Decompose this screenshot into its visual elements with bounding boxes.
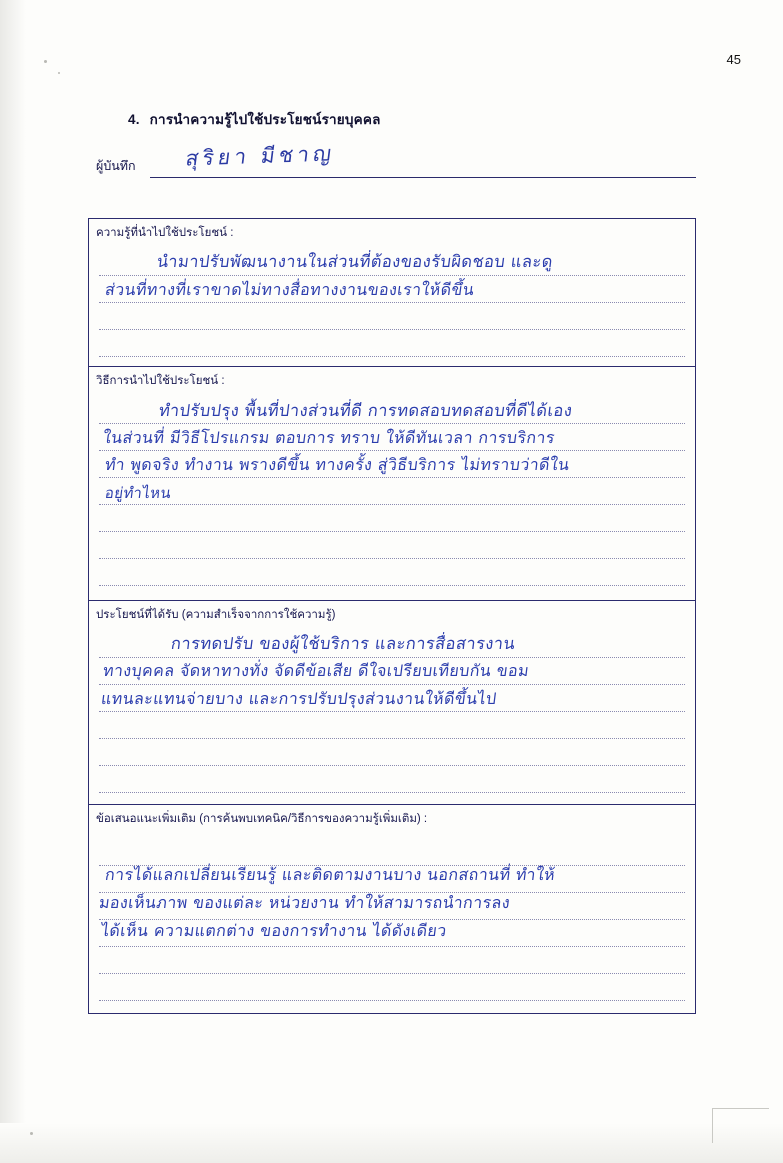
block-label: วิธีการนำไปใช้ประโยชน์ : (96, 375, 225, 387)
handwritten-line: การทดปรับ ของผู้ใช้บริการ และการสื่อสารงาน (169, 634, 517, 653)
scan-speck (30, 1132, 33, 1135)
handwritten-line: ทำปรับปรุง พื้นที่ปางส่วนที่ดี การทดสอบทดสอบที่ดีได้เอง (157, 401, 574, 420)
handwritten-line: ได้เห็น ความแตกต่าง ของการทำงาน ได้ดังเดียว (99, 921, 448, 940)
block-label: ประโยชน์ที่ได้รับ (ความสำเร็จจากการใช้ความรู้) (96, 609, 336, 621)
form-block-suggestions (89, 805, 695, 1013)
rule-line (99, 275, 685, 276)
writing-rules (99, 831, 685, 1007)
rule-line (99, 585, 685, 586)
scan-corner-artifact (712, 1108, 769, 1143)
handwritten-line: ส่วนที่ทางที่เราขาดไม่ทางสื่อทางงานของเราให้ดีขึ้น (103, 280, 476, 299)
block-label: ความรู้ที่นำไปใช้ประโยชน์ : (96, 227, 234, 239)
writing-rules (99, 393, 685, 594)
recorder-label: ผู้บันทึก (96, 159, 136, 173)
recorder-underline (150, 177, 696, 178)
rule-line (99, 973, 685, 974)
page-number: 45 (726, 52, 741, 67)
handwritten-line: ทำ พูดจริง ทำงาน พรางดีขึ้น ทางครั้ง สู่วิธีบริการ ไม่ทราบว่าดีใน (103, 455, 571, 474)
writing-rules (99, 245, 685, 360)
page-title (128, 108, 381, 130)
rule-line (99, 531, 685, 532)
handwritten-line: แทนละแทนจ่ายบาง และการปรับปรุงส่วนงานให้ดีขึ้นไป (99, 689, 498, 708)
rule-line (99, 765, 685, 766)
recorder-field (96, 141, 696, 178)
block-label: ข้อเสนอแนะเพิ่มเติม (การค้นพบเทคนิค/วิธีการของความรู้เพิ่มเติม) : (96, 813, 428, 825)
handwritten-line: มองเห็นภาพ ของแต่ละ หน่วยงาน ทำให้สามารถนำการลง (97, 893, 512, 912)
form-block-knowledge-used (89, 219, 695, 367)
rule-line (99, 1000, 685, 1001)
rule-line (99, 946, 685, 947)
rule-line (99, 329, 685, 330)
handwritten-line: นำมาปรับพัฒนางานในส่วนที่ต้องของรับผิดชอบ และดู (155, 252, 555, 271)
rule-line (99, 738, 685, 739)
handwritten-line: ในส่วนที่ มีวิธีโปรแกรม ตอบการ ทราบ ให้ดีทันเวลา การบริการ (101, 428, 557, 447)
rule-line (99, 504, 685, 505)
recorder-value: สุริยา มีชาญ (184, 141, 337, 171)
scan-shadow-left (0, 0, 26, 1163)
scan-shadow-bottom (0, 1123, 783, 1163)
scan-speck (58, 72, 60, 74)
form-block-how-used (89, 367, 695, 601)
form-table (88, 218, 696, 1014)
section-number: 4. (128, 112, 140, 127)
rule-line (99, 558, 685, 559)
writing-rules (99, 627, 685, 798)
rule-line (99, 356, 685, 357)
form-block-benefits (89, 601, 695, 805)
rule-line (99, 657, 685, 658)
handwritten-line: ทางบุคคล จัดหาทางทั่ง จัดดีข้อเสีย ดีใจเปรียบเทียบกัน ขอม (101, 661, 531, 680)
rule-line (99, 792, 685, 793)
handwritten-line: การได้แลกเปลี่ยนเรียนรู้ และติดตามงานบาง นอกสถานที่ ทำให้ (103, 865, 557, 884)
rule-line (99, 684, 685, 685)
scan-speck (44, 60, 47, 63)
section-title: การนำความรู้ไปใช้ประโยชน์รายบุคคล (149, 112, 381, 127)
handwritten-line: อยู่ทำไหน (103, 484, 173, 502)
